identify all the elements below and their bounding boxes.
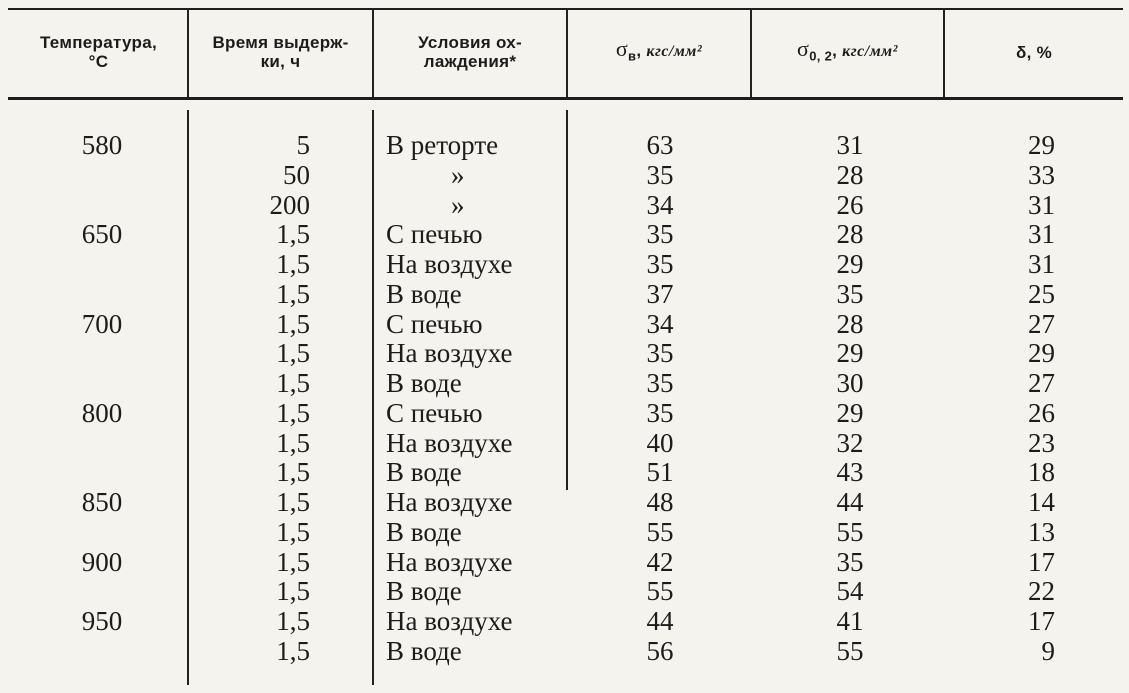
cell-sigma-b: 56 xyxy=(646,635,674,666)
cell-hold-time: 1,5 xyxy=(276,219,310,250)
cell-sigma-b: 42 xyxy=(646,546,674,577)
cell-hold-time: 1,5 xyxy=(276,427,310,458)
cell-elongation: 23 xyxy=(1028,427,1055,458)
cell-cooling: С печью xyxy=(386,397,483,428)
cell-sigma-b: 35 xyxy=(646,249,674,279)
cell-sigma-02: 35 xyxy=(836,546,864,577)
cell-sigma-02: 30 xyxy=(836,368,864,398)
cell-sigma-02: 43 xyxy=(836,457,864,488)
cell-cooling: В воде xyxy=(386,576,462,607)
cell-hold-time: 1,5 xyxy=(276,516,310,547)
cell-cooling: На воздухе xyxy=(386,546,513,577)
cell-sigma-b: 35 xyxy=(646,159,674,190)
cell-temperature: 850 xyxy=(81,487,123,517)
sigma-02-subscript: 0, 2 xyxy=(809,48,833,64)
cell-cooling: В воде xyxy=(386,368,462,398)
cell-hold-time: 1,5 xyxy=(276,487,310,517)
cell-cooling: В воде xyxy=(386,635,462,666)
cell-elongation: 18 xyxy=(1028,457,1055,488)
cell-cooling: В воде xyxy=(386,516,462,547)
header-sigma-02: $\sigma_{0, 2}$, кгс/мм² xyxy=(797,35,898,64)
cell-elongation: 17 xyxy=(1028,606,1055,636)
cell-sigma-b: 35 xyxy=(646,397,674,428)
header-temperature-line1: Температура, xyxy=(39,33,158,52)
cell-elongation: 27 xyxy=(1028,308,1055,339)
cell-sigma-02: 44 xyxy=(836,487,864,517)
cell-cooling: » xyxy=(451,189,465,220)
column-divider xyxy=(566,110,568,490)
cell-elongation: 14 xyxy=(1028,487,1055,517)
cell-hold-time: 50 xyxy=(283,159,310,190)
cell-temperature: 950 xyxy=(81,606,123,636)
cell-sigma-02: 28 xyxy=(836,159,864,190)
cell-sigma-b: 55 xyxy=(646,576,674,607)
cell-sigma-02: 29 xyxy=(836,338,864,369)
cell-sigma-b: 44 xyxy=(646,606,674,636)
sigma-02-symbol: σ xyxy=(797,35,810,61)
cell-hold-time: 1,5 xyxy=(276,278,310,309)
cell-cooling: На воздухе xyxy=(386,606,513,636)
cell-hold-time: 1,5 xyxy=(276,546,310,577)
sigma-b-subscript: в xyxy=(628,48,637,64)
cell-sigma-02: 31 xyxy=(836,130,864,160)
header-hold-time-line1: Время выдерж- xyxy=(212,33,349,52)
header-elongation-label: δ, % xyxy=(1015,42,1053,62)
cell-sigma-b: 34 xyxy=(646,189,674,220)
cell-sigma-02: 29 xyxy=(836,397,864,428)
header-hold-time xyxy=(189,12,372,92)
sigma-b-units: кгс/мм² xyxy=(646,42,703,60)
header-temperature-line2: °С xyxy=(88,52,109,71)
header-cooling-line2: лаждения* xyxy=(423,52,517,71)
sigma-02-units: кгс/мм² xyxy=(842,42,898,60)
cell-sigma-02: 55 xyxy=(836,516,864,547)
cell-sigma-b: 40 xyxy=(646,427,674,458)
cell-sigma-b: 63 xyxy=(646,130,674,160)
cell-sigma-b: 55 xyxy=(646,516,674,547)
cell-sigma-02: 32 xyxy=(836,427,864,458)
header-sigma-b: $\sigma_в$, кгс/мм² xyxy=(615,35,703,64)
cell-elongation: 22 xyxy=(1028,576,1055,607)
column-divider xyxy=(372,110,374,685)
cell-hold-time: 1,5 xyxy=(276,397,310,428)
cell-hold-time: 1,5 xyxy=(276,249,310,279)
cell-sigma-02: 55 xyxy=(836,635,864,666)
cell-elongation: 13 xyxy=(1028,516,1055,547)
cell-hold-time: 1,5 xyxy=(276,368,310,398)
cell-elongation: 29 xyxy=(1028,130,1055,160)
cell-hold-time: 200 xyxy=(269,189,310,220)
cell-cooling: В реторте xyxy=(386,130,499,160)
cell-hold-time: 1,5 xyxy=(276,338,310,369)
cell-sigma-02: 35 xyxy=(836,278,864,309)
cell-sigma-02: 54 xyxy=(836,576,864,607)
cell-cooling: » xyxy=(451,159,465,190)
cell-sigma-b: 37 xyxy=(646,278,674,309)
cell-hold-time: 1,5 xyxy=(276,606,310,636)
cell-cooling: С печью xyxy=(386,308,483,339)
cell-elongation: 33 xyxy=(1028,159,1055,190)
column-divider xyxy=(187,110,189,685)
cell-sigma-b: 34 xyxy=(646,308,674,339)
header-cooling xyxy=(374,12,566,92)
header-elongation xyxy=(945,12,1123,92)
cell-elongation: 31 xyxy=(1028,189,1055,220)
cell-hold-time: 5 xyxy=(296,130,310,160)
cell-elongation: 29 xyxy=(1028,338,1055,369)
cell-sigma-b: 35 xyxy=(646,338,674,369)
cell-hold-time: 1,5 xyxy=(276,576,310,607)
cell-cooling: На воздухе xyxy=(386,427,513,458)
cell-temperature: 580 xyxy=(81,130,123,160)
cell-sigma-b: 35 xyxy=(646,368,674,398)
header-temperature xyxy=(10,12,187,92)
cell-sigma-b: 35 xyxy=(646,219,674,250)
cell-hold-time: 1,5 xyxy=(276,635,310,666)
cell-cooling: На воздухе xyxy=(386,249,513,279)
cell-elongation: 31 xyxy=(1028,219,1055,250)
cell-sigma-02: 28 xyxy=(836,308,864,339)
cell-cooling: В воде xyxy=(386,457,462,488)
cell-cooling: На воздухе xyxy=(386,338,513,369)
cell-cooling: С печью xyxy=(386,219,483,250)
cell-temperature: 900 xyxy=(81,546,123,577)
cell-cooling: В воде xyxy=(386,278,462,309)
cell-elongation: 26 xyxy=(1028,397,1055,428)
cell-sigma-02: 29 xyxy=(836,249,864,279)
cell-elongation: 31 xyxy=(1028,249,1055,279)
cell-hold-time: 1,5 xyxy=(276,457,310,488)
header-cooling-line1: Условия ох- xyxy=(418,33,522,52)
cell-cooling: На воздухе xyxy=(386,487,513,517)
cell-elongation: 17 xyxy=(1028,546,1055,577)
cell-elongation: 27 xyxy=(1028,368,1055,398)
cell-sigma-02: 26 xyxy=(836,189,864,220)
cell-temperature: 650 xyxy=(81,219,123,250)
cell-sigma-b: 48 xyxy=(646,487,674,517)
cell-elongation: 9 xyxy=(1041,635,1055,666)
header-rule xyxy=(8,97,1123,100)
cell-elongation: 25 xyxy=(1028,278,1055,309)
cell-sigma-02: 28 xyxy=(836,219,864,250)
cell-sigma-02: 41 xyxy=(836,606,864,636)
cell-sigma-b: 51 xyxy=(646,457,674,488)
cell-hold-time: 1,5 xyxy=(276,308,310,339)
header-hold-time-line2: ки, ч xyxy=(260,52,301,71)
sigma-b-symbol: σ xyxy=(615,35,629,61)
cell-temperature: 800 xyxy=(81,397,123,428)
cell-temperature: 700 xyxy=(81,308,123,339)
